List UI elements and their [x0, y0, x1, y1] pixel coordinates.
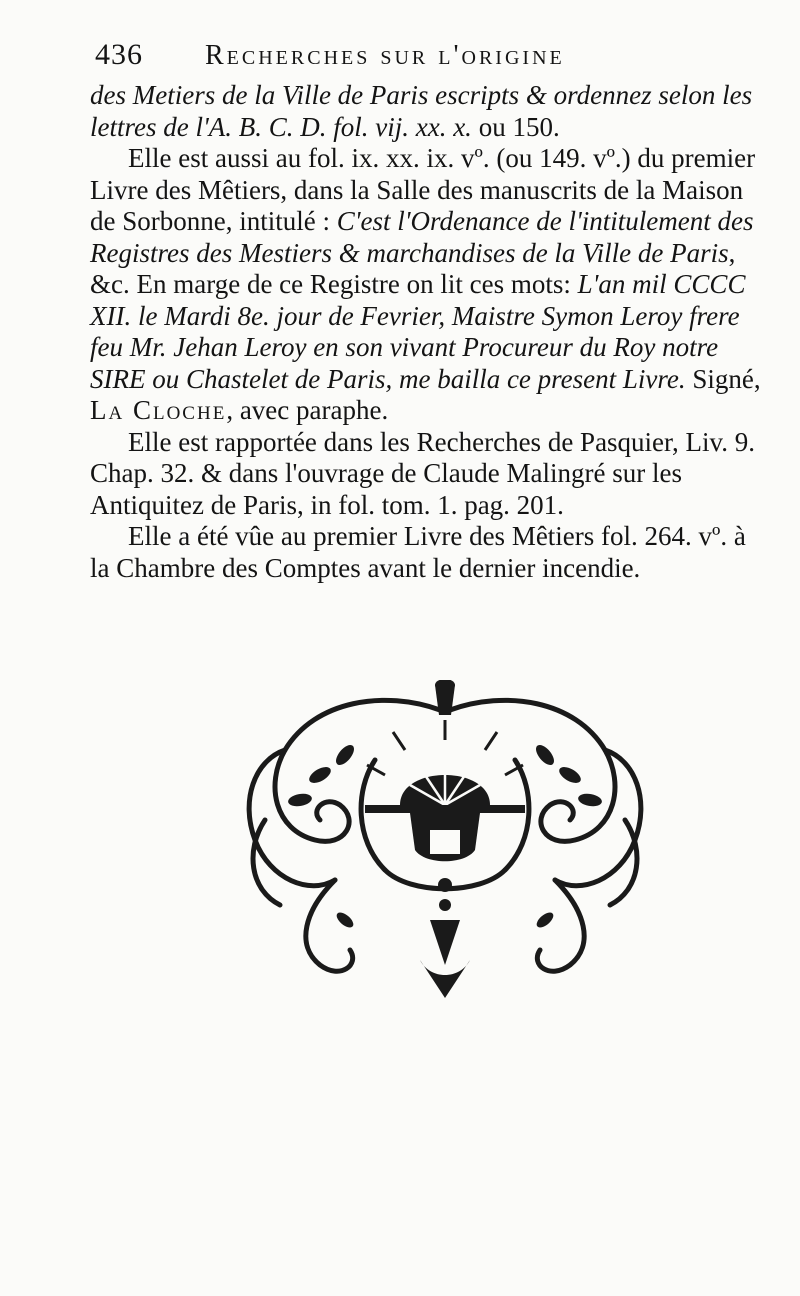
signature-name: La Cloche — [90, 395, 227, 425]
paraphe-text: , avec paraphe. — [226, 395, 389, 425]
folio-alt: ou 150. — [471, 111, 560, 142]
page-number: 436 — [95, 38, 143, 71]
baroque-shell-cartouche-vignette-icon — [225, 680, 665, 1000]
page-header — [95, 38, 785, 74]
paragraph-continued — [90, 80, 770, 143]
ordenance-title: C'est l'Ordenance de l'intitulement des Registres des Mestiers & marchandises de la Ville de Paris — [90, 206, 754, 268]
running-title: Recherches sur l'origine — [205, 40, 565, 71]
paragraph-chambre: Elle a été vûe au premier Livre des Mêtiers fol. 264. vº. à la Chambre des Comptes avant le dernier incendie. — [90, 521, 746, 583]
folio-reference: lettres de l'A. B. C. D. fol. vij. xx. x. — [90, 111, 472, 142]
marge-text: , &c. En marge de ce Registre on lit ces mots: — [90, 237, 736, 299]
marginal-note-quote: L'an mil CCCC XII. le Mardi 8e. jour de Fevrier, Maistre Symon Leroy frere feu Mr. Jehan Leroy en son vivant Procureur du Roy notre SIRE ou Chastelet de Paris, me bailla ce present Livre. — [90, 269, 746, 394]
paragraph-pasquier: Elle est rapportée dans les Recherches de Pasquier, Liv. 9. Chap. 32. & dans l'ouvrage de Claude Malingré sur les Antiquitez de Paris, in fol. tom. 1. pag. 201. — [90, 426, 755, 520]
signe-text: Signé, — [685, 363, 761, 394]
paragraph-sorbonne — [90, 143, 770, 427]
body-text — [90, 80, 770, 584]
sorbonne-text: Elle est aussi au fol. ix. xx. ix. vº. (ou 149. vº.) du premier Livre des Mêtiers, dans la Salle des manuscrits de la Maison de Sorbonne, intitulé : — [90, 143, 756, 236]
title-continuation: des Metiers de la Ville de Paris escripts & ordennez selon les — [90, 80, 753, 110]
